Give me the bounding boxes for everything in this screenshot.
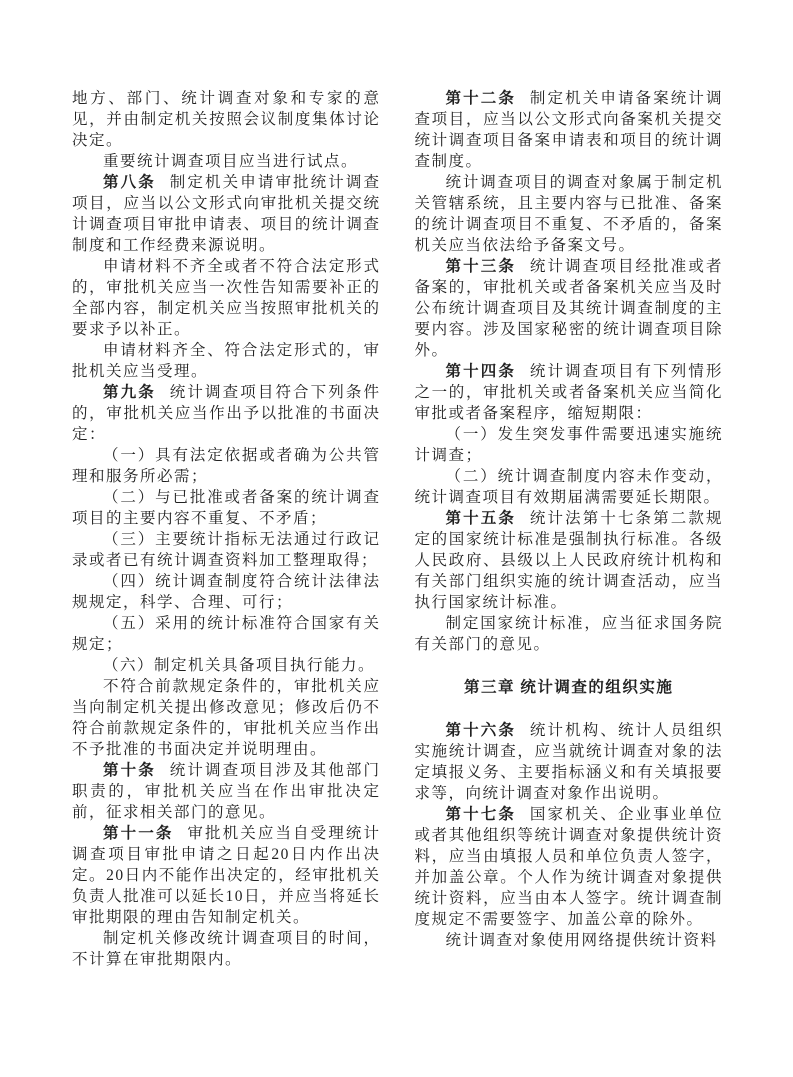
paragraph bbox=[72, 676, 381, 760]
paragraph-text: （六）制定机关具备项目执行能力。 bbox=[103, 657, 376, 674]
list-item-paragraph bbox=[72, 571, 381, 613]
paragraph-text: （二）统计调查制度内容未作变动，统计调查项目有效期届满需要延长期限。 bbox=[414, 468, 723, 506]
paragraph bbox=[415, 172, 724, 256]
paragraph bbox=[72, 823, 381, 928]
article-number: 第十四条 bbox=[445, 363, 516, 380]
paragraph bbox=[72, 928, 381, 970]
paragraph-text: 统计法第十七条第二款规定的国家统计标准是强制执行标准。各级人民政府、县级以上人民政府统计机构和有关部门组织实施的统计调查活动，应当执行国家统计标准。 bbox=[414, 510, 723, 611]
list-item-paragraph bbox=[72, 613, 381, 655]
paragraph-text: 统计机构、统计人员组织实施统计调查，应当就统计调查对象的法定填报义务、主要指标涵义和有关填报要求等，向统计调查对象作出说明。 bbox=[414, 722, 723, 802]
paragraph bbox=[415, 804, 724, 930]
list-item-paragraph bbox=[72, 487, 381, 529]
paragraph-text: 统计调查项目涉及其他部门职责的，审批机关应当在作出审批决定前，征求相关部门的意见。 bbox=[72, 762, 381, 821]
list-item-paragraph bbox=[72, 529, 381, 571]
paragraph-text: 国家机关、企业事业单位或者其他组织等统计调查对象提供统计资料，应当由填报人员和单位负责人签字，并加盖公章。个人作为统计调查对象提供统计资料，应当由本人签字。统计调查制度规定不需要签字、加盖公章的除外。 bbox=[414, 806, 723, 928]
paragraph-text: 地方、部门、统计调查对象和专家的意见，并由制定机关按照会议制度集体讨论决定。 bbox=[72, 90, 381, 149]
paragraph-text: 制定国家统计标准，应当征求国务院有关部门的意见。 bbox=[414, 615, 723, 653]
paragraph bbox=[72, 256, 381, 340]
article-number: 第十条 bbox=[103, 762, 156, 779]
paragraph bbox=[72, 88, 381, 151]
paragraph-text: 申请材料齐全、符合法定形式的，审批机关应当受理。 bbox=[72, 342, 381, 380]
list-item-paragraph bbox=[72, 445, 381, 487]
article-number: 第九条 bbox=[103, 384, 156, 401]
paragraph-text: （四）统计调查制度符合统计法律法规规定，科学、合理、可行； bbox=[72, 573, 381, 611]
paragraph bbox=[415, 720, 724, 804]
chapter-heading: 第三章 统计调查的组织实施 bbox=[464, 679, 674, 696]
article-number: 第十七条 bbox=[445, 806, 516, 823]
paragraph-text: （一）发生突发事件需要迅速实施统计调查； bbox=[414, 426, 723, 464]
paragraph-text: 统计调查项目有下列情形之一的，审批机关或者备案机关应当简化审批或者备案程序，缩短期限： bbox=[414, 363, 723, 422]
paragraph-text: 制定机关申请备案统计调查项目，应当以公文形式向备案机关提交统计调查项目备案申请表和项目的统计调查制度。 bbox=[414, 90, 723, 170]
paragraph-text: （二）与已批准或者备案的统计调查项目的主要内容不重复、不矛盾； bbox=[72, 489, 381, 527]
article-number: 第十一条 bbox=[103, 825, 174, 842]
paragraph-text: 统计调查项目经批准或者备案的，审批机关或者备案机关应当及时公布统计调查项目及其统计调查制度的主要内容。涉及国家秘密的统计调查项目除外。 bbox=[414, 258, 723, 359]
article-number: 第十三条 bbox=[445, 258, 516, 275]
article-number: 第十六条 bbox=[445, 722, 516, 739]
article-number: 第十二条 bbox=[445, 90, 516, 107]
paragraph-text: 制定机关修改统计调查项目的时间，不计算在审批期限内。 bbox=[72, 930, 381, 968]
left-column bbox=[72, 88, 381, 970]
paragraph-text: 重要统计调查项目应当进行试点。 bbox=[103, 153, 359, 170]
paragraph bbox=[72, 760, 381, 823]
paragraph bbox=[72, 151, 381, 172]
list-item-paragraph bbox=[72, 655, 381, 676]
list-item-paragraph bbox=[415, 424, 724, 466]
paragraph bbox=[415, 88, 724, 172]
paragraph bbox=[415, 508, 724, 613]
paragraph-text: 制定机关申请审批统计调查项目，应当以公文形式向审批机关提交统计调查项目审批申请表、项目的统计调查制度和工作经费来源说明。 bbox=[72, 174, 381, 254]
list-item-paragraph bbox=[415, 466, 724, 508]
paragraph-text: （一）具有法定依据或者确为公共管理和服务所必需； bbox=[72, 447, 381, 485]
paragraph bbox=[415, 256, 724, 361]
paragraph bbox=[415, 613, 724, 655]
paragraph-text: （三）主要统计指标无法通过行政记录或者已有统计调查资料加工整理取得； bbox=[72, 531, 381, 569]
article-number: 第八条 bbox=[103, 174, 156, 191]
paragraph-text: 统计调查项目的调查对象属于制定机关管辖系统，且主要内容与已批准、备案的统计调查项目不重复、不矛盾的，备案机关应当依法给予备案文号。 bbox=[414, 174, 723, 254]
paragraph-text: 统计调查对象使用网络提供统计资料 bbox=[445, 932, 718, 949]
paragraph-text: 申请材料不齐全或者不符合法定形式的，审批机关应当一次性告知需要补正的全部内容，制定机关应当按照审批机关的要求予以补正。 bbox=[72, 258, 381, 338]
article-number: 第十五条 bbox=[445, 510, 516, 527]
right-column bbox=[415, 88, 724, 951]
paragraph bbox=[72, 340, 381, 382]
paragraph-text: 不符合前款规定条件的，审批机关应当向制定机关提出修改意见；修改后仍不符合前款规定条件的，审批机关应当作出不予批准的书面决定并说明理由。 bbox=[72, 678, 381, 758]
paragraph-text: 审批机关应当自受理统计调查项目审批申请之日起20日内作出决定。20日内不能作出决定的，经审批机关负责人批准可以延长10日，并应当将延长审批期限的理由告知制定机关。 bbox=[72, 825, 381, 926]
paragraph bbox=[415, 361, 724, 424]
paragraph bbox=[415, 930, 724, 951]
paragraph bbox=[72, 172, 381, 256]
two-column-layout bbox=[72, 88, 723, 970]
paragraph-text: （五）采用的统计标准符合国家有关规定； bbox=[72, 615, 381, 653]
paragraph bbox=[72, 382, 381, 445]
paragraph-text: 统计调查项目符合下列条件的，审批机关应当作出予以批准的书面决定： bbox=[72, 384, 381, 443]
